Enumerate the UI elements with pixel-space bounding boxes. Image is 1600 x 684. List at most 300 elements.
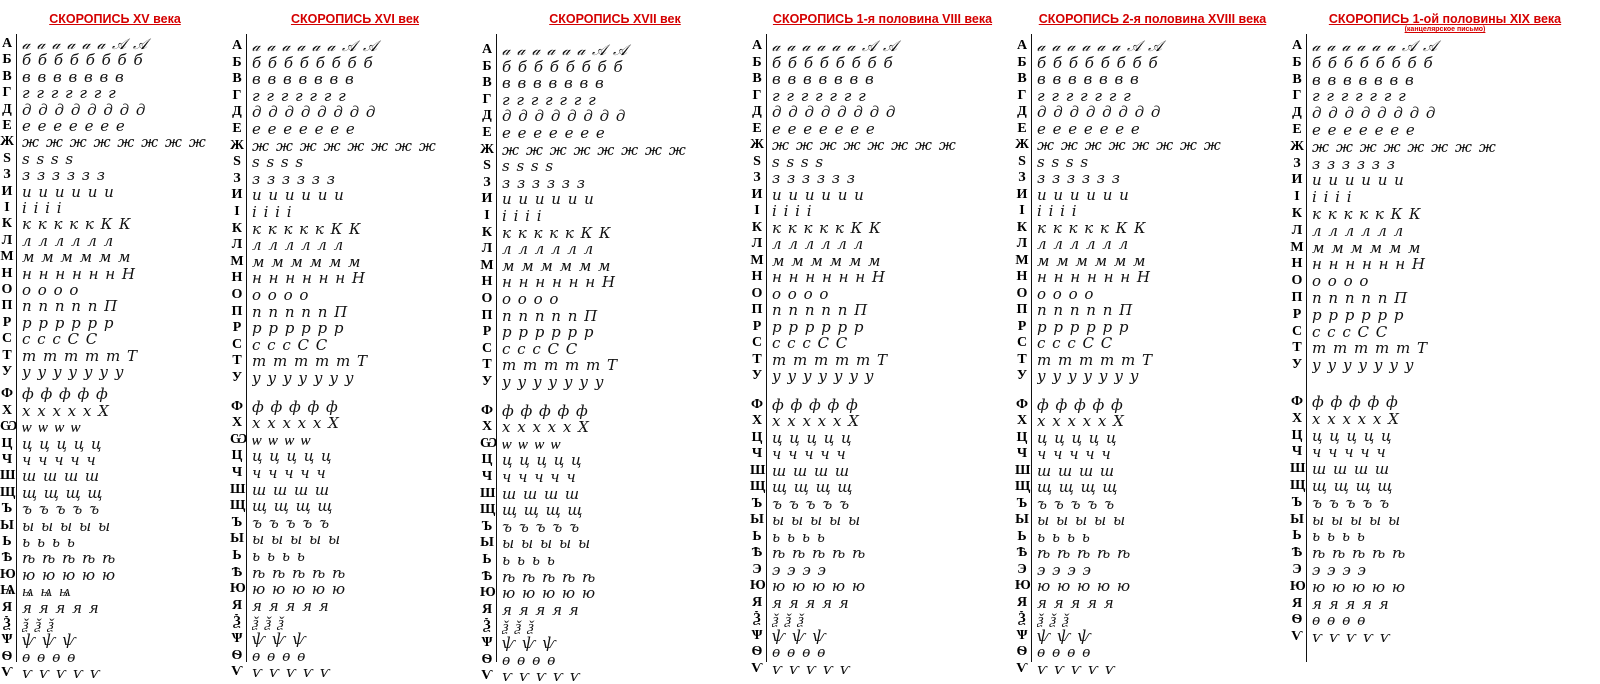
letter-row (1290, 512, 1600, 528)
row-letter: Ф (1015, 396, 1029, 412)
row-letter: Ы (230, 531, 244, 547)
handwritten-variants: е е е е е е е (502, 125, 606, 141)
letter-row (0, 583, 230, 599)
handwritten-variants: р р р р р р (1312, 306, 1405, 323)
handwritten-variants: ь ь ь ь (772, 528, 826, 545)
letter-row (750, 55, 1015, 71)
row-letter: Ш (0, 468, 16, 484)
letter-row (0, 151, 230, 167)
handwritten-variants: ю ю ю ю ю (772, 578, 867, 594)
handwritten-variants: и и и и и и (1037, 186, 1130, 203)
letter-row (230, 88, 480, 104)
row-letter: Щ (1290, 478, 1306, 493)
handwritten-variants: г г г г г г г (772, 87, 867, 104)
handwritten-variants: у у у у у у у (1312, 357, 1415, 374)
letter-row (1015, 430, 1290, 446)
letter-row (1015, 446, 1290, 462)
letter-row (230, 55, 480, 71)
handwritten-variants: л л л л л л (772, 236, 865, 252)
handwritten-variants: ѱ ѱ ѱ (22, 632, 78, 649)
row-letter: Я (1016, 594, 1028, 610)
letter-row (0, 567, 230, 583)
handwritten-variants: м м м м м м (1037, 252, 1147, 269)
row-letter: Ѕ (753, 153, 761, 169)
letter-row (1015, 253, 1290, 269)
letter-row (0, 331, 230, 347)
handwritten-variants: с с с С С (1312, 323, 1389, 340)
handwritten-variants: ы ы ы ы ы (22, 517, 112, 534)
row-letter: Ѱ (1, 632, 13, 648)
handwritten-variants: ш ш ш ш (772, 462, 851, 479)
handwritten-variants: ѵ ѵ ѵ ѵ ѵ (22, 665, 101, 682)
row-letter: Б (1292, 54, 1302, 70)
letter-row (0, 501, 230, 517)
row-letter: Ы (480, 535, 494, 551)
letter-row (230, 598, 480, 614)
handwritten-variants: з з з з з з (22, 167, 106, 184)
handwritten-variants: д д д д д д д д (252, 104, 377, 121)
handwritten-variants: р р р р р р (252, 320, 345, 337)
row-letter: І (754, 203, 760, 218)
handwritten-variants: в в в в в в в (22, 68, 125, 85)
letter-row (480, 42, 750, 58)
letter-row (750, 335, 1015, 351)
letter-row (0, 233, 230, 249)
row-letter: Н (1, 265, 13, 281)
handwritten-variants: и и и и и и (502, 191, 595, 208)
row-letter: И (751, 186, 763, 202)
handwritten-variants: с с с С С (772, 335, 849, 351)
handwritten-variants: ѣ ѣ ѣ ѣ ѣ (1312, 545, 1407, 562)
letter-row (1290, 596, 1600, 612)
handwritten-variants: х х х х х Х (252, 415, 340, 432)
letter-row (1290, 55, 1600, 71)
handwritten-variants: п п п п п П (1312, 290, 1409, 306)
column-15th-century (0, 0, 230, 682)
row-letter: В (482, 75, 492, 91)
row-letter: Ѩ (0, 583, 16, 599)
row-letter: Ѵ (751, 660, 763, 676)
row-letter: Д (232, 104, 242, 120)
row-letter: Ф (0, 386, 14, 402)
row-letter: Ю (0, 566, 16, 582)
letter-row (480, 208, 750, 224)
handwritten-variants: ф ф ф ф ф (1312, 394, 1399, 410)
row-letter: І (4, 200, 10, 215)
handwritten-variants: ъ ъ ъ ъ ъ (1037, 495, 1116, 512)
row-letter: Я (231, 597, 243, 613)
row-letter: І (484, 208, 490, 223)
letter-row (1015, 71, 1290, 87)
handwritten-variants: и и и и и и (1312, 172, 1405, 189)
handwritten-variants: н н н н н н Н (1037, 269, 1151, 285)
handwritten-variants: в в в в в в в (1312, 71, 1415, 88)
letter-row (750, 368, 1015, 384)
row-letter: А (751, 38, 763, 53)
row-letter: Ѳ (1016, 644, 1028, 659)
handwritten-variants: ѳ ѳ ѳ ѳ (1037, 644, 1092, 660)
row-letter: М (1015, 252, 1029, 268)
letter-row (1290, 444, 1600, 460)
handwritten-variants: х х х х х Х (772, 413, 860, 429)
row-letter: И (1016, 186, 1028, 202)
letter-row (1015, 319, 1290, 335)
row-letter: Ѡ (0, 419, 18, 435)
letter-row (0, 315, 230, 331)
row-letter: Ч (1, 452, 13, 467)
row-letter: Ь (482, 552, 492, 567)
row-letter: Ш (1290, 461, 1306, 477)
row-letter: Т (232, 353, 242, 369)
handwritten-variants: ѱ ѱ ѱ (252, 631, 308, 647)
row-letter: Е (752, 120, 762, 136)
handwritten-variants: ы ы ы ы ы (1312, 511, 1402, 528)
handwritten-variants: г г г г г г г (1037, 87, 1132, 104)
handwritten-variants: ц ц ц ц ц (22, 435, 103, 452)
letter-row (230, 171, 480, 187)
handwritten-variants: ч ч ч ч ч (22, 452, 97, 468)
row-letter: Ѕ (3, 150, 11, 166)
handwritten-variants: ь ь ь ь (502, 552, 556, 568)
handwritten-variants: в в в в в в в (502, 75, 605, 92)
row-letter: Т (1292, 340, 1302, 356)
handwritten-variants: о о о о (1037, 285, 1095, 302)
letter-row (0, 386, 230, 402)
handwritten-variants: ѯ ѯ ѯ (252, 614, 285, 631)
row-letter: Ы (1015, 512, 1029, 527)
handwritten-variants: к к к к к К К (252, 220, 362, 237)
letter-row (1290, 139, 1600, 155)
row-letter: В (1017, 71, 1027, 86)
column-19th-century-first-half (1290, 0, 1600, 668)
letter-row (750, 38, 1015, 54)
letter-row (1290, 461, 1600, 477)
letter-row (750, 121, 1015, 137)
column-title: СКОРОПИСЬ 1-ой половины XIX века (1328, 12, 1562, 26)
handwritten-variants: л л л л л л (502, 241, 595, 258)
row-letter: Ѣ (1, 550, 13, 566)
row-letter: П (1016, 302, 1028, 317)
handwritten-variants: х х х х х Х (502, 419, 590, 436)
row-letter: Ь (2, 534, 12, 549)
handwritten-variants: ь ь ь ь (1037, 528, 1091, 545)
letter-row (1290, 394, 1600, 410)
handwritten-variants: м м м м м м (1312, 239, 1422, 256)
row-letter: Ж (480, 141, 494, 157)
handwritten-variants: ѯ ѯ ѯ (502, 618, 535, 635)
letter-row (1015, 413, 1290, 429)
letter-row (230, 648, 480, 664)
letter-row (1015, 269, 1290, 285)
letter-row (0, 102, 230, 118)
row-letter: Ѵ (231, 664, 243, 680)
row-letter: Ъ (751, 495, 763, 511)
letter-row (1015, 496, 1290, 512)
row-letter: Б (752, 54, 762, 70)
letter-row (750, 578, 1015, 594)
letter-row (480, 158, 750, 174)
handwritten-variants: ч ч ч ч ч (252, 465, 327, 481)
handwritten-variants: я я я я я (252, 597, 330, 614)
handwritten-variants: б б б б б б б б (252, 54, 374, 71)
row-letter: К (751, 219, 763, 235)
row-letter: Т (2, 347, 12, 363)
row-letter: У (481, 374, 493, 389)
row-letter: Ѳ (231, 647, 243, 663)
letter-row (750, 529, 1015, 545)
column-17th-century (480, 0, 750, 684)
column-title: СКОРОПИСЬ XVII век (549, 12, 681, 26)
row-letter: Ь (1292, 528, 1302, 544)
handwritten-variants: щ щ щ щ (252, 498, 334, 515)
row-letter: І (234, 204, 240, 219)
handwritten-variants: х х х х х Х (1037, 413, 1125, 429)
row-letter: Ч (231, 465, 243, 480)
handwritten-variants: т т т т т Т (772, 351, 888, 368)
handwritten-variants: д д д д д д д д (772, 104, 897, 120)
handwritten-variants: ѵ ѵ ѵ ѵ ѵ (502, 668, 581, 684)
letter-row (0, 69, 230, 85)
row-letter: Ф (480, 402, 494, 418)
letter-row (230, 304, 480, 320)
row-letter: И (1, 183, 13, 199)
letter-row (1015, 644, 1290, 660)
handwritten-variants: о о о о (502, 291, 560, 307)
letter-row (1015, 628, 1290, 644)
handwritten-variants: ъ ъ ъ ъ ъ (252, 514, 331, 531)
handwritten-variants: п п п п п П (502, 307, 599, 324)
letter-row (750, 269, 1015, 285)
row-letter: Б (232, 54, 242, 70)
row-letter: Ѡ (230, 431, 248, 447)
letter-row (480, 519, 750, 535)
handwritten-variants: 𝒶 𝒶 𝒶 𝒶 𝒶 𝒶 𝒜 𝒜 (502, 42, 629, 58)
row-letter: З (483, 174, 491, 190)
row-letter: Е (1017, 120, 1027, 136)
letter-row (1290, 629, 1600, 645)
handwritten-variants: и и и и и и (252, 187, 345, 204)
letter-row (230, 104, 480, 120)
letter-row (750, 203, 1015, 219)
letter-row (0, 36, 230, 52)
row-letter: Ь (752, 528, 762, 544)
row-letter: С (1016, 335, 1028, 350)
row-letter: І (1294, 189, 1300, 205)
handwritten-variants: и и и и и и (772, 186, 865, 203)
handwritten-variants: л л л л л л (22, 232, 115, 249)
letter-row (480, 618, 750, 634)
row-letter: Ф (1290, 394, 1304, 409)
row-letter: Ш (1015, 462, 1031, 478)
handwritten-variants: ъ ъ ъ ъ ъ (1312, 494, 1391, 511)
row-letter: Ѯ (3, 616, 11, 631)
letter-row (750, 628, 1015, 644)
row-letter: К (231, 220, 243, 236)
letter-row (0, 419, 230, 435)
handwritten-variants: д д д д д д д д (1037, 104, 1162, 120)
handwritten-variants: н н н н н н Н (252, 270, 366, 287)
handwritten-variants: ж ж ж ж ж ж ж ж (252, 137, 437, 154)
handwritten-variants: м м м м м м (502, 257, 612, 274)
row-letter: П (1, 298, 13, 314)
row-letter: Щ (0, 484, 16, 500)
letter-row (0, 403, 230, 419)
letter-row (230, 565, 480, 581)
handwritten-variants: ѯ ѯ ѯ (1037, 611, 1070, 627)
letter-row (230, 448, 480, 464)
letter-row (480, 585, 750, 601)
letter-row (1290, 156, 1600, 172)
handwritten-variants: у у у у у у у (772, 368, 875, 384)
letter-row (1290, 38, 1600, 54)
handwritten-variants: х х х х х Х (1312, 410, 1400, 427)
row-letter: Щ (750, 479, 766, 494)
row-letter: Ѯ (753, 611, 761, 626)
letter-row (230, 254, 480, 270)
letter-row (1290, 223, 1600, 239)
row-letter: Ѕ (233, 154, 241, 170)
letter-row (0, 468, 230, 484)
handwritten-variants: п п п п п П (1037, 302, 1134, 318)
row-letter: Ч (1016, 446, 1028, 461)
handwritten-variants: ы ы ы ы ы (772, 512, 862, 528)
handwritten-variants: ѵ ѵ ѵ ѵ ѵ (252, 664, 331, 681)
row-letter: В (2, 68, 12, 84)
row-letter: В (232, 71, 242, 87)
handwritten-variants: ѩ ѩ ѩ (22, 583, 72, 600)
row-letter: П (751, 302, 763, 317)
letter-row (0, 364, 230, 380)
handwritten-variants: ѡ ѡ ѡ ѡ (252, 431, 312, 448)
row-letter: И (231, 187, 243, 203)
row-letter: Э (1017, 561, 1027, 577)
row-letter: Э (752, 561, 762, 577)
letter-row (0, 184, 230, 200)
letter-row (480, 92, 750, 108)
handwritten-variants: н н н н н н Н (772, 269, 886, 285)
letter-row (1290, 307, 1600, 323)
row-letter: Н (481, 274, 493, 290)
letter-row (230, 154, 480, 170)
letter-row (750, 430, 1015, 446)
letter-row (750, 446, 1015, 462)
letter-row (230, 432, 480, 448)
letter-row (1015, 137, 1290, 153)
handwritten-variants: л л л л л л (1312, 222, 1405, 239)
letter-row (1015, 562, 1290, 578)
handwritten-variants: щ щ щ щ (1037, 479, 1119, 495)
letter-row (0, 550, 230, 566)
row-letter: А (1, 36, 13, 51)
letter-row (1015, 55, 1290, 71)
row-letter: О (1, 282, 13, 297)
handwritten-variants: в в в в в в в (1037, 71, 1140, 87)
row-letter: Д (1017, 104, 1027, 119)
handwritten-variants: ж ж ж ж ж ж ж ж (1037, 137, 1222, 153)
handwritten-variants: т т т т т Т (1037, 351, 1153, 368)
handwritten-variants: у у у у у у у (1037, 368, 1140, 384)
letter-row (1015, 335, 1290, 351)
row-letter: Ѳ (1291, 612, 1303, 628)
handwritten-variants: ь ь ь ь (1312, 528, 1366, 545)
letter-row (1290, 340, 1600, 356)
handwritten-variants: я я я я я (22, 599, 100, 616)
handwritten-variants: э э э э (1037, 561, 1092, 578)
letter-row (0, 649, 230, 665)
row-letter: З (753, 170, 761, 185)
handwritten-variants: і і і і (22, 200, 63, 216)
row-letter: Ѣ (481, 568, 493, 584)
row-letter: З (1293, 155, 1301, 171)
letter-row (1290, 256, 1600, 272)
row-letter: Т (1017, 351, 1027, 367)
letter-row (230, 581, 480, 597)
handwritten-variants: щ щ щ щ (22, 484, 104, 501)
row-letter: Н (751, 269, 763, 284)
row-letter: З (1018, 170, 1026, 185)
row-letter: К (481, 224, 493, 240)
handwritten-variants: ы ы ы ы ы (1037, 512, 1127, 528)
column-18th-century-first-half (750, 0, 1015, 677)
handwritten-variants: я я я я я (1312, 595, 1390, 612)
letter-row (230, 270, 480, 286)
handwritten-variants: ѕ ѕ ѕ ѕ (252, 154, 305, 171)
handwritten-variants: ѯ ѯ ѯ (772, 611, 805, 627)
row-letter: Р (2, 314, 12, 330)
letter-row (480, 486, 750, 502)
row-letter: Ж (230, 137, 244, 153)
row-letter: Ѣ (1016, 545, 1028, 560)
row-letter: Г (1292, 88, 1302, 104)
row-letter: С (1, 331, 13, 347)
letter-row (230, 221, 480, 237)
row-letter: Ѕ (1018, 153, 1026, 169)
handwritten-variants: ѱ ѱ ѱ (772, 627, 828, 644)
letter-row (480, 241, 750, 257)
row-letter: Х (1291, 410, 1303, 426)
handwritten-variants: в в в в в в в (772, 71, 875, 87)
handwritten-variants: с с с С С (502, 340, 579, 357)
handwritten-variants: д д д д д д д д (22, 101, 147, 118)
row-letter: Ф (750, 396, 764, 412)
handwritten-variants: о о о о (772, 285, 830, 302)
row-letter: Л (1, 232, 13, 248)
handwritten-variants: у у у у у у у (252, 370, 355, 386)
handwritten-variants: ѣ ѣ ѣ ѣ ѣ (772, 545, 867, 561)
row-letter: Е (1292, 122, 1302, 137)
letter-row (1290, 105, 1600, 121)
row-letter: Б (482, 58, 492, 74)
row-letter: С (1291, 323, 1303, 339)
letter-row (750, 413, 1015, 429)
handwritten-variants: э э э э (1312, 562, 1367, 578)
row-letter: С (481, 340, 493, 356)
handwritten-variants: я я я я я (1037, 594, 1115, 611)
letter-row (1015, 479, 1290, 495)
letter-row (0, 348, 230, 364)
letter-row (750, 286, 1015, 302)
handwritten-variants: д д д д д д д д (1312, 105, 1437, 122)
row-letter: Д (1292, 105, 1302, 121)
handwritten-variants: з з з з з з (252, 170, 336, 187)
handwritten-variants: е е е е е е е (1037, 120, 1141, 137)
letter-row (750, 512, 1015, 528)
letter-row (1290, 562, 1600, 578)
handwritten-variants: з з з з з з (1312, 155, 1396, 172)
row-letter: А (1016, 38, 1028, 53)
row-letter: И (1291, 172, 1303, 188)
row-letter: М (480, 257, 494, 273)
